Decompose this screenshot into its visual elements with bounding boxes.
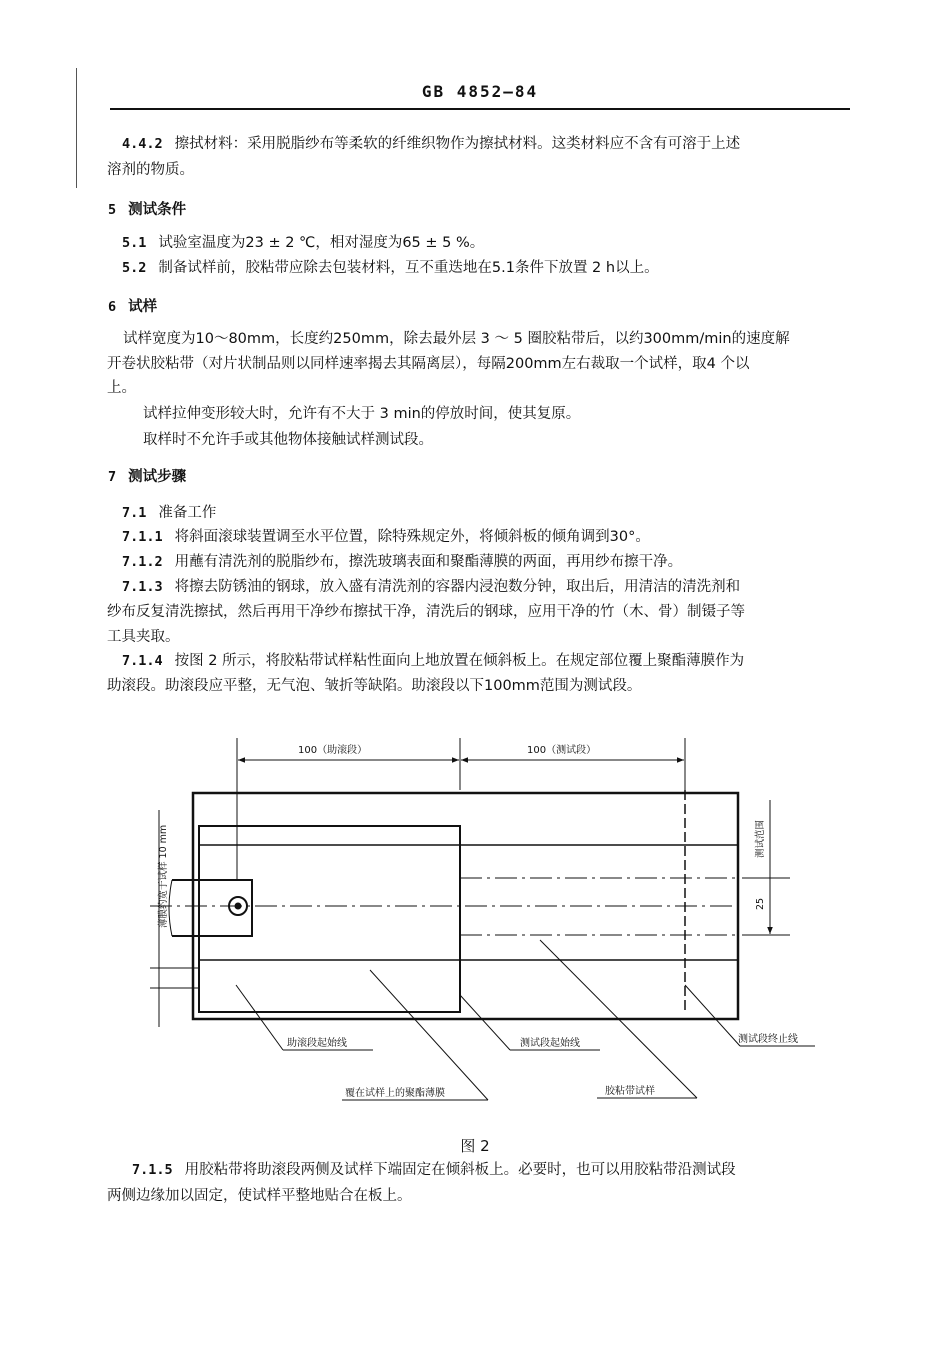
- clause-number: 7.1.2: [122, 554, 163, 570]
- section-6-line-3: 上。: [107, 380, 136, 396]
- clause-number: 7.1.1: [122, 529, 163, 545]
- clip-hole-center: [235, 903, 241, 909]
- dim-label-help: 100（助滚段）: [298, 745, 368, 756]
- section-number: 7: [108, 469, 117, 485]
- page-header: GB 4852—84: [421, 82, 539, 101]
- figure-caption: 图 2: [460, 1137, 490, 1155]
- dim-label-test: 100（测试段）: [527, 745, 597, 756]
- clause-text: 试验室温度为23 ± 2 ℃，相对湿度为65 ± 5 %。: [158, 235, 485, 251]
- label-test-start: 测试段起始线: [520, 1038, 580, 1049]
- leader-test-end: [685, 985, 740, 1046]
- clause-text: 用胶粘带将助滚段两侧及试样下端固定在倾斜板上。必要时，也可以用胶粘带沿测试段: [184, 1162, 736, 1178]
- label-help-start: 助滚段起始线: [287, 1038, 347, 1049]
- clause-7-1-4-cont: 助滚段。助滚段应平整，无气泡、皱折等缺陷。助滚段以下100mm范围为测试段。: [107, 678, 642, 694]
- clause-number: 7.1.5: [132, 1162, 173, 1178]
- clause-number: 7.1.4: [122, 653, 163, 669]
- clause-7-1-3-cont-1: 纱布反复清洗擦拭，然后再用干净纱布擦拭干净，清洗后的钢球，应用干净的竹（木、骨）制镊子等: [107, 604, 745, 620]
- clause-text: 准备工作: [158, 505, 217, 521]
- section-6-line-2: 开卷状胶粘带（对片状制品则以同样速率揭去其隔离层），每隔200mm左右裁取一个试样，取4 个以: [107, 356, 750, 372]
- clause-text: 制备试样前，胶粘带应除去包装材料，互不重迭地在5.1条件下放置 2 h以上。: [158, 260, 659, 276]
- clause-number: 5.1: [122, 235, 147, 251]
- film-outline: [199, 826, 460, 1012]
- clause-7-1-5-cont: 两侧边缘加以固定，使试样平整地贴合在板上。: [107, 1188, 412, 1204]
- clause-number: 7.1: [122, 505, 147, 521]
- clause-text: 擦拭材料：采用脱脂纱布等柔软的纤维织物作为擦拭材料。这类材料应不含有可溶于上述: [174, 136, 741, 152]
- section-6-line-1: 试样宽度为10～80mm，长度约250mm，除去最外层 3 ～ 5 圈胶粘带后，以约300mm/min的速度解: [123, 331, 790, 347]
- label-test-end: 测试段终止线: [738, 1034, 798, 1045]
- label-range-25: 25: [755, 897, 766, 910]
- clause-number: 5.2: [122, 260, 147, 276]
- label-film-width: 薄膜约宽于试样 10 mm: [158, 824, 169, 928]
- clause-number: 7.1.3: [122, 579, 163, 595]
- section-title: 测试条件: [128, 202, 187, 218]
- section-6-line-5: 取样时不允许手或其他物体接触试样测试段。: [143, 432, 433, 448]
- clause-number: 4.4.2: [122, 136, 163, 152]
- section-6-line-4: 试样拉伸变形较大时，允许有不大于 3 min的停放时间，使其复原。: [143, 406, 581, 422]
- clause-7-1-3-cont-2: 工具夹取。: [107, 629, 180, 645]
- clause-text: 按图 2 所示，将胶粘带试样粘性面向上地放置在倾斜板上。在规定部位覆上聚酯薄膜作为: [174, 653, 745, 669]
- label-film: 覆在试样上的聚酯薄膜: [345, 1088, 445, 1099]
- leader-help-start: [236, 985, 283, 1050]
- leader-test-start: [460, 995, 510, 1050]
- leader-film: [370, 970, 488, 1100]
- clause-7-1-5: [132, 1160, 736, 1180]
- clause-text: 将斜面滚球装置调至水平位置，除特殊规定外，将倾斜板的倾角调到30°。: [174, 529, 650, 545]
- end-clip-break: [169, 880, 172, 936]
- clause-text: 用蘸有清洗剂的脱脂纱布，擦洗玻璃表面和聚酯薄膜的两面，再用纱布擦干净。: [174, 554, 683, 570]
- section-number: 6: [108, 299, 117, 315]
- label-test-range: 测试范围: [755, 819, 766, 858]
- section-title: 试样: [128, 299, 158, 315]
- label-tape: 胶粘带试样: [605, 1086, 655, 1097]
- clause-text: 将擦去防锈油的钢球，放入盛有清洗剂的容器内浸泡数分钟，取出后，用清洁的清洗剂和: [174, 579, 741, 595]
- section-number: 5: [108, 202, 117, 218]
- section-title: 测试步骤: [128, 469, 187, 485]
- clause-4-4-2-cont: 溶剂的物质。: [107, 162, 194, 178]
